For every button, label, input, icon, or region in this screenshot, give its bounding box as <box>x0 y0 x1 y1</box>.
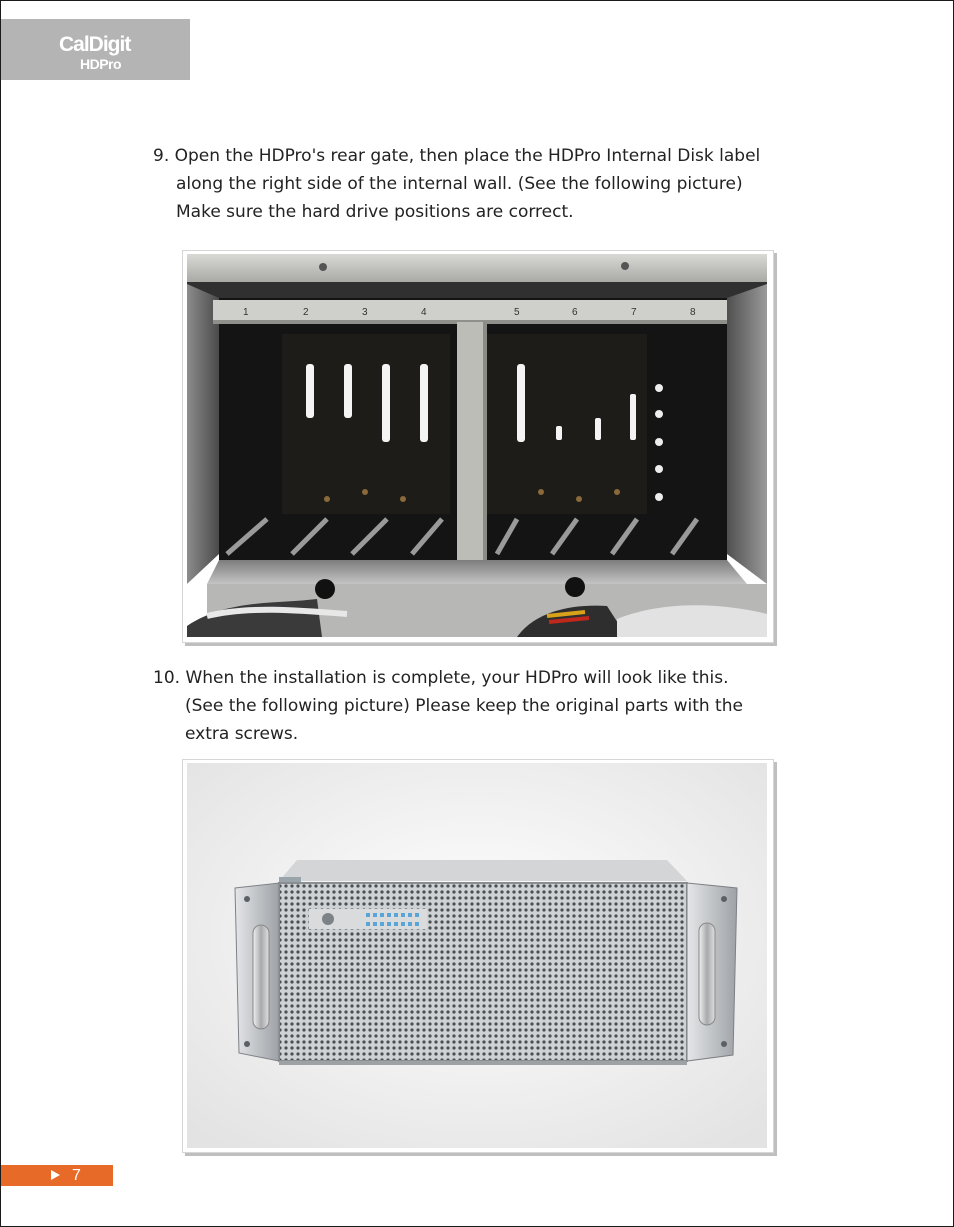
logo-brand-text: CalDigit <box>59 33 131 56</box>
photo-hdpro-internal-bays <box>182 250 774 643</box>
bay-number-label: 5 <box>514 307 520 318</box>
step-10-line-2: (See the following picture) Please keep the original parts with the <box>185 696 743 716</box>
logo-product-text: HDPro <box>80 56 122 72</box>
caldigit-hdpro-logo <box>1 19 190 80</box>
instruction-step-10 <box>153 664 843 748</box>
assembled-hdpro-illustration <box>187 763 767 1148</box>
play-arrow-icon <box>51 1170 60 1180</box>
step-10-line-1: 10. When the installation is complete, your HDPro will look like this. <box>153 668 729 688</box>
bay-number-label: 7 <box>631 307 637 318</box>
step-9-line-3: Make sure the hard drive positions are correct. <box>176 202 574 222</box>
internal-bays-illustration <box>187 254 767 637</box>
step-10-line-3: extra screws. <box>185 724 299 744</box>
bay-number-label: 6 <box>572 307 578 318</box>
footer-page-bar <box>1 1165 113 1186</box>
instruction-step-9 <box>153 142 843 226</box>
step-9-line-2: along the right side of the internal wall. (See the following picture) <box>176 174 743 194</box>
bay-number-label: 4 <box>421 307 427 318</box>
bay-number-label: 1 <box>243 307 249 318</box>
step-9-line-1: 9. Open the HDPro's rear gate, then place the HDPro Internal Disk label <box>153 146 761 166</box>
bay-number-label: 2 <box>303 307 309 318</box>
page-number: 7 <box>72 1167 81 1184</box>
bay-number-label: 3 <box>362 307 368 318</box>
bay-number-label: 8 <box>690 307 696 318</box>
photo-hdpro-assembled <box>182 759 774 1153</box>
